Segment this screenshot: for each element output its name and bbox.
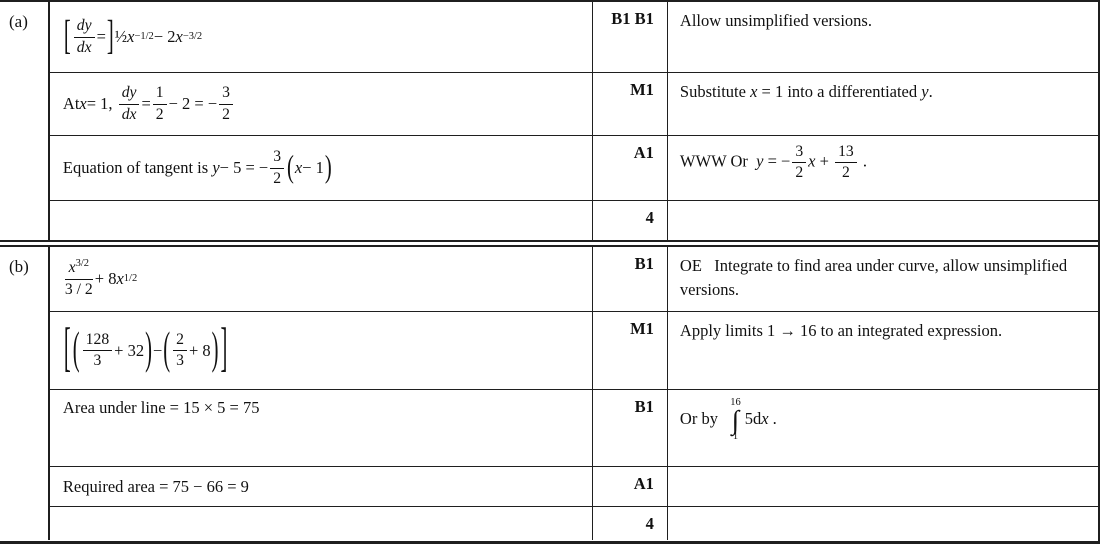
working-cell: $\frac{x^{3/2}}{3 / 2}$ + 8 x 1/2 xyxy=(64,258,138,298)
comment-cell xyxy=(668,467,1098,506)
total-marks-cell: 4 xyxy=(592,201,668,240)
section-b-rows xyxy=(50,247,1098,540)
marks-cell: M1 xyxy=(592,312,668,389)
table-row xyxy=(50,466,1098,506)
working-cell: Required area = 75 − 66 = 9 xyxy=(62,476,249,496)
section-a-rows xyxy=(50,2,1098,240)
table-row xyxy=(50,389,1098,466)
working-cell: At x = 1, $\frac{dy}{dx}$ = $\frac{1}{2}$ − 2 = − $\frac{3}{2}$ xyxy=(50,73,592,135)
marks-cell: B1 xyxy=(592,390,668,466)
working-cell: Equation of tangent is y − 5 = − $\frac{3}{2}$ ( x − 1 ) xyxy=(62,148,332,187)
section-a xyxy=(0,2,1098,240)
total-row xyxy=(50,506,1098,540)
table-row xyxy=(50,311,1098,389)
marks-cell: B1 B1 xyxy=(592,2,668,72)
working-cell xyxy=(50,507,592,540)
marks-cell: B1 xyxy=(592,247,668,311)
table-row xyxy=(50,2,1098,72)
section-b xyxy=(0,247,1098,540)
working-cell: [ $\frac{dy}{dx}$ = ] ½ x −1/2 − 2 x −3/2 xyxy=(63,14,203,59)
comment-cell: Or by 16 ∫ 1 5dx . xyxy=(679,397,777,443)
part-label-a: (a) xyxy=(0,2,50,240)
part-label-b: (b) xyxy=(0,247,50,540)
table-row xyxy=(50,72,1098,135)
table-row xyxy=(50,247,1098,311)
section-divider xyxy=(0,240,1098,247)
total-marks-cell: 4 xyxy=(592,507,668,540)
comment-cell: Substitute x = 1 into a differentiated y. xyxy=(679,82,933,101)
comment-cell xyxy=(668,201,1098,240)
total-row xyxy=(50,200,1098,240)
comment-cell: Apply limits 1 → 16 to an integrated expression. xyxy=(679,321,1003,340)
marks-cell: A1 xyxy=(592,136,668,200)
comment-cell xyxy=(668,507,1098,540)
working-cell: [ ( $\frac{128}{3}$ + 32 ) − ( $\frac{2}{3}$ + 8 ) ] xyxy=(63,321,228,379)
working-cell: Area under line = 15 × 5 = 75 xyxy=(62,398,260,417)
comment-cell: OE Integrate to find area under curve, allow unsimplified versions. xyxy=(679,256,1068,299)
comment-cell: WWW Or y = − $\frac{3}{2}$ x + $\frac{13}{2}$ . xyxy=(679,143,867,182)
marks-cell: A1 xyxy=(592,467,668,506)
marks-cell: M1 xyxy=(592,73,668,135)
table-row xyxy=(50,135,1098,200)
working-cell xyxy=(50,201,592,240)
comment-cell: Allow unsimplified versions. xyxy=(679,11,872,30)
